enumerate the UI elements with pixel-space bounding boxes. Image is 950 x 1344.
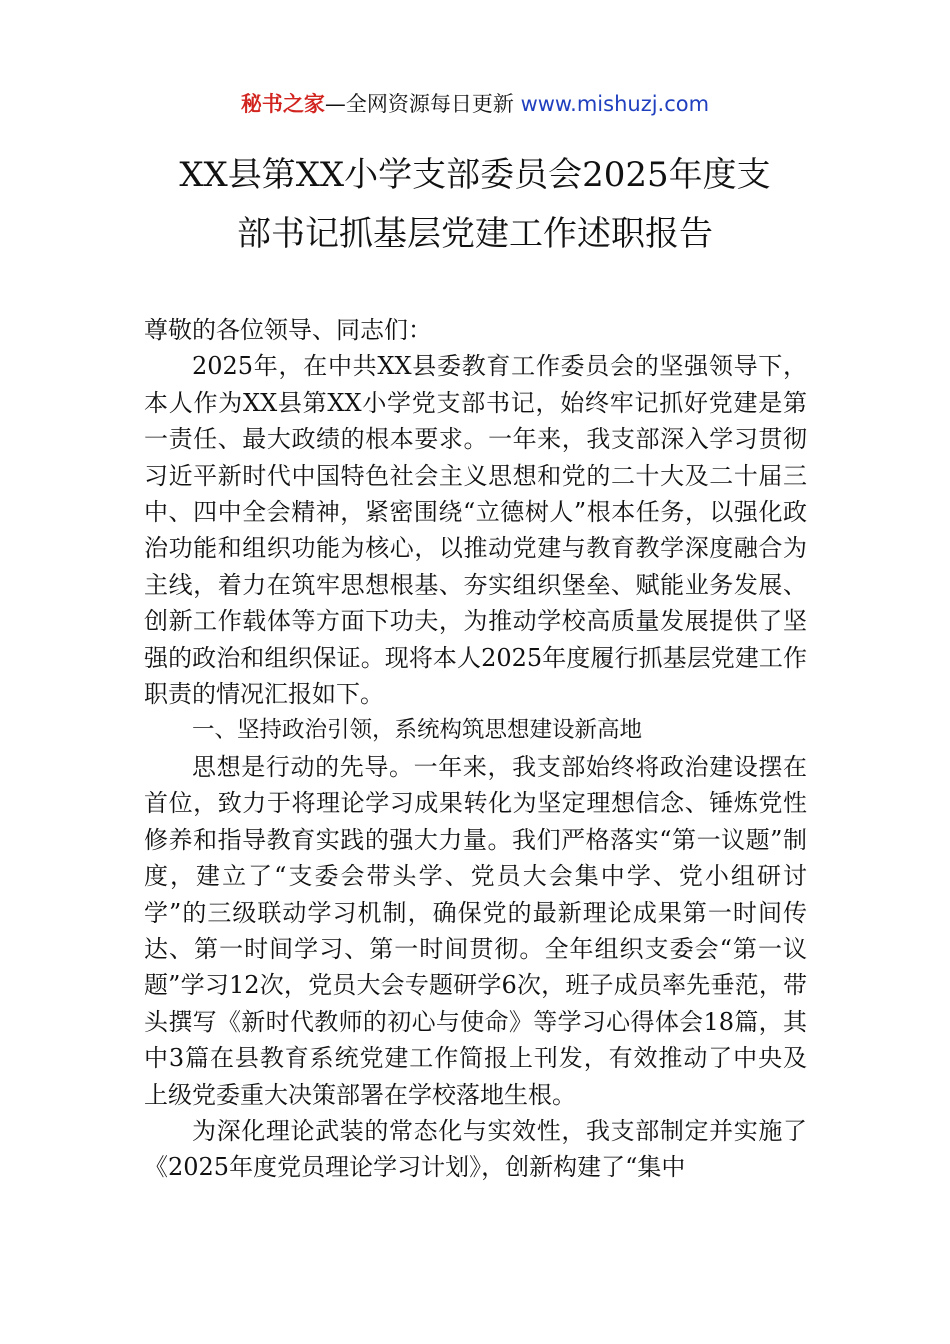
section-paragraph: 思想是行动的先导。一年来，我支部始终将政治建设摆在首位，致力于将理论学习成果转化为坚定理想信念、锤炼党性修养和指导教育实践的强大力量。我们严格落实“第一议题”制度，建立了“支委会带头学、党员大会集中学、党小组研讨学”的三级联动学习机制，确保党的最新理论成果第一时间传达、第一时间学习、第一时间贯彻。全年组织支委会“第一议题”学习12次，党员大会专题研学6次，班子成员率先垂范，带头撰写《新时代教师的初心与使命》等学习心得体会18篇，其中3篇在县教育系统党建工作简报上刊发，有效推动了中央及上级党委重大决策部署在学校落地生根。 — [144, 752, 807, 1109]
site-url-link[interactable]: www.mishuzj.com — [520, 92, 710, 116]
site-header — [0, 88, 950, 120]
section-paragraph: 为深化理论武装的常态化与实效性，我支部制定并实施了《2025年度党员理论学习计划》，创新构建了“集中 — [144, 1116, 807, 1182]
document-body — [144, 312, 807, 1186]
intro-paragraph: 2025年，在中共XX县委教育工作委员会的坚强领导下，本人作为XX县第XX小学党支部书记，始终牢记抓好党建是第一责任、最大政绩的根本要求。一年来，我支部深入学习贯彻习近平新时代中国特色社会主义思想和党的二十大及二十届三中、四中全会精神，紧密围绕“立德树人”根本任务，以强化政治功能和组织功能为核心，以推动党建与教育教学深度融合为主线，着力在筑牢思想根基、夯实组织堡垒、赋能业务发展、创新工作载体等方面下功夫，为推动学校高质量发展提供了坚强的政治和组织保证。现将本人2025年度履行抓基层党建工作职责的情况汇报如下。 — [144, 352, 807, 709]
site-tagline: —全网资源每日更新 — [324, 92, 514, 116]
document-title — [100, 146, 850, 264]
salutation: 尊敬的各位领导、同志们： — [144, 316, 432, 344]
section-heading: 一、坚持政治引领，系统构筑思想建设新高地 — [192, 717, 643, 744]
title-line-1: XX县第XX小学支部委员会2025年度支 — [179, 155, 771, 195]
site-brand: 秘书之家 — [240, 92, 325, 116]
title-line-2: 部书记抓基层党建工作述职报告 — [237, 214, 713, 254]
